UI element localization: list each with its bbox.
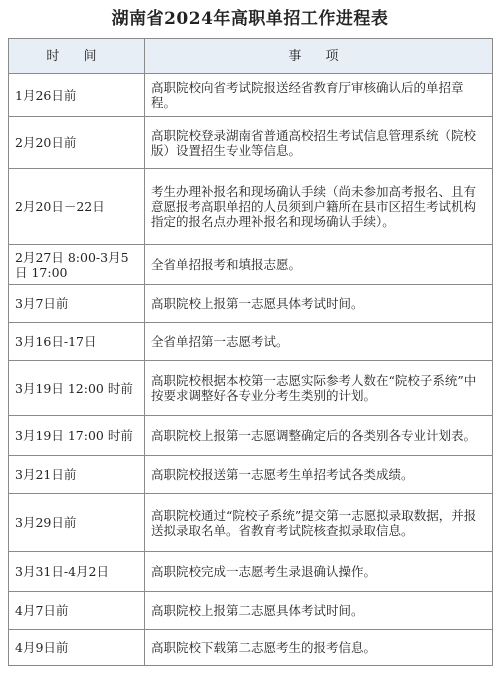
row-event: 高职院校下载第二志愿考生的报考信息。 [145,630,493,666]
row-time: 2月20日－22日 [9,169,145,245]
row-time: 1月26日前 [9,74,145,117]
row-time: 3月16日-17日 [9,323,145,361]
table-row [9,323,493,361]
row-time: 3月29日前 [9,494,145,552]
row-event: 高职院校上报第二志愿具体考试时间。 [145,592,493,630]
table-header-row [9,39,493,74]
row-event: 高职院校完成一志愿考生录退确认操作。 [145,552,493,592]
row-time: 3月7日前 [9,285,145,323]
row-event: 高职院校通过“院校子系统”提交第一志愿拟录取数据，并报送拟录取名单。省教育考试院核查拟录取信息。 [145,494,493,552]
row-time: 2月20日前 [9,117,145,169]
row-event: 考生办理补报名和现场确认手续（尚未参加高考报名、且有意愿报考高职单招的人员须到户籍所在县市区招生考试机构指定的报名点办理补报名和现场确认手续）。 [145,169,493,245]
row-event: 高职院校登录湖南省普通高校招生考试信息管理系统（院校版）设置招生专业等信息。 [145,117,493,169]
row-time: 4月9日前 [9,630,145,666]
table-row [9,630,493,666]
row-time: 3月31日-4月2日 [9,552,145,592]
table-row [9,456,493,494]
row-time: 4月7日前 [9,592,145,630]
row-event: 全省单招报考和填报志愿。 [145,245,493,285]
row-time: 3月21日前 [9,456,145,494]
row-event: 高职院校报送第一志愿考生单招考试各类成绩。 [145,456,493,494]
schedule-table [8,38,493,666]
row-event: 高职院校向省考试院报送经省教育厅审核确认后的单招章程。 [145,74,493,117]
table-row [9,117,493,169]
document-title: 湖南省2024年高职单招工作进程表 [111,9,389,29]
row-event: 全省单招第一志愿考试。 [145,323,493,361]
row-time: 2月27日 8:00-3月5日 17:00 [9,245,145,285]
row-event: 高职院校根据本校第一志愿实际参考人数在“院校子系统”中按要求调整好各专业分考生类别的计划。 [145,361,493,416]
table-row [9,552,493,592]
row-time: 3月19日 12:00 时前 [9,361,145,416]
event-column-header: 事 项 [145,39,493,74]
table-row [9,245,493,285]
table-row [9,592,493,630]
row-time: 3月19日 17:00 时前 [9,416,145,456]
row-event: 高职院校上报第一志愿具体考试时间。 [145,285,493,323]
time-column-header: 时 间 [9,39,145,74]
table-row [9,74,493,117]
table-row [9,416,493,456]
table-row [9,169,493,245]
table-row [9,361,493,416]
table-row [9,285,493,323]
row-event: 高职院校上报第一志愿调整确定后的各类别各专业计划表。 [145,416,493,456]
table-row [9,494,493,552]
